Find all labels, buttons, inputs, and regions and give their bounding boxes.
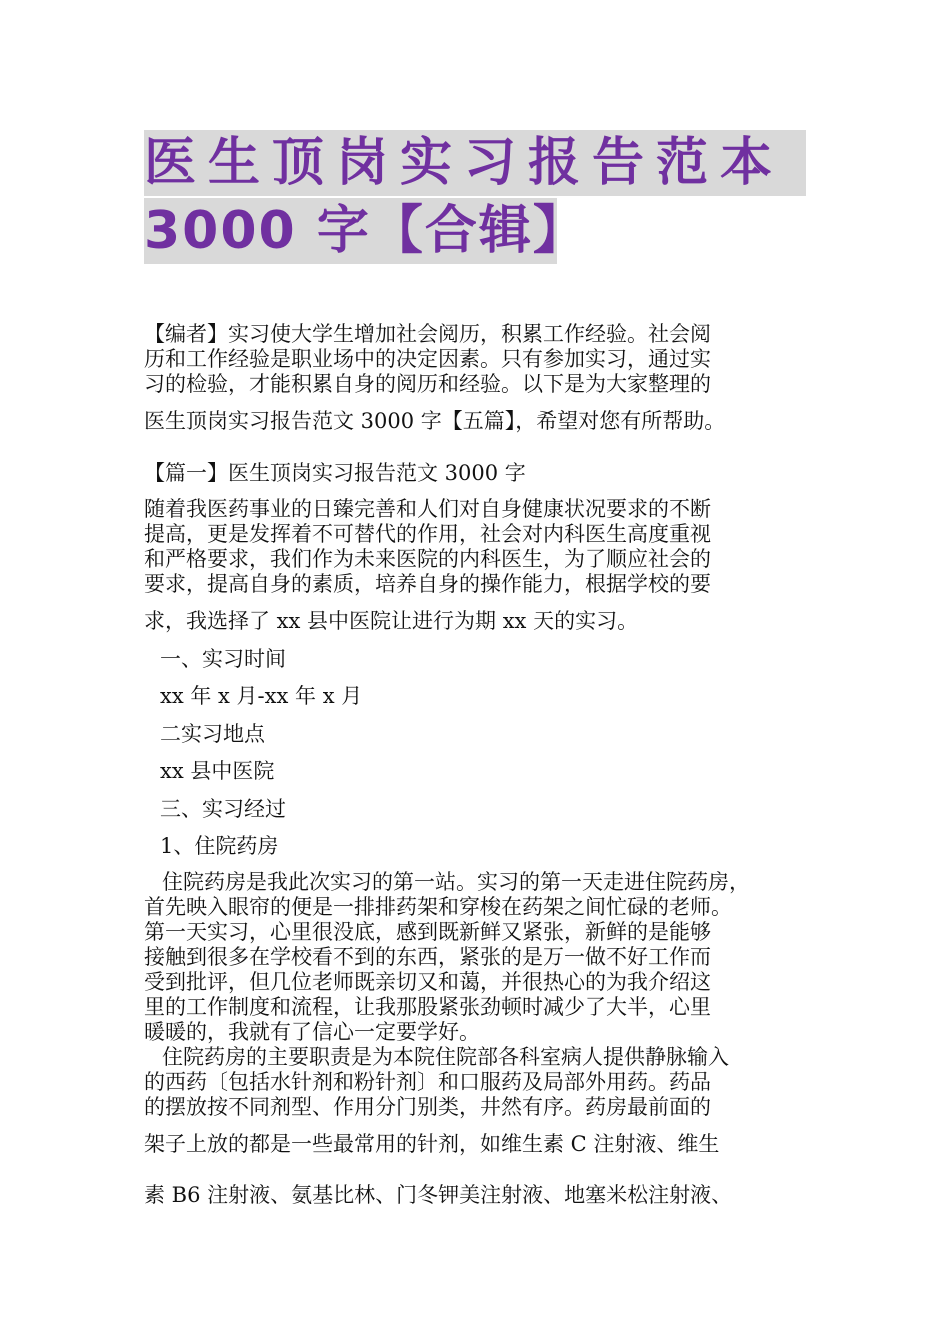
subheading-inpatient-pharmacy: 1、住院药房	[160, 834, 279, 858]
paragraph-line: 里的工作制度和流程，让我那股紧张劲顿时减少了大半，心里	[144, 995, 711, 1019]
heading-internship-time: 一、实习时间	[160, 647, 286, 671]
section-heading: 【篇一】医生顶岗实习报告范文 3000 字	[144, 461, 526, 485]
intro-line: 医生顶岗实习报告范文 3000 字【五篇】，希望对您有所帮助。	[144, 409, 726, 433]
intro-line: 【编者】实习使大学生增加社会阅历，积累工作经验。社会阅	[144, 322, 711, 346]
paragraph-line: 的西药〔包括水针剂和粉针剂〕和口服药及局部外用药。药品	[144, 1070, 711, 1094]
paragraph-line: 第一天实习，心里很没底，感到既新鲜又紧张，新鲜的是能够	[144, 920, 711, 944]
paragraph-line: 住院药房是我此次实习的第一站。实习的第一天走进住院药房，	[162, 870, 750, 894]
paragraph-2	[144, 870, 806, 1045]
paragraph-1	[144, 497, 806, 597]
paragraph-line: 的摆放按不同剂型、作用分门别类，井然有序。药房最前面的	[144, 1095, 711, 1119]
paragraph-line: 住院药房的主要职责是为本院住院部各科室病人提供静脉输入	[162, 1045, 729, 1069]
paragraph-3	[144, 1045, 806, 1120]
document-title-line-1: 医生顶岗实习报告范本	[144, 130, 806, 196]
paragraph-line: 求，我选择了 xx 县中医院让进行为期 xx 天的实习。	[144, 609, 639, 633]
internship-location-value: xx 县中医院	[160, 759, 275, 783]
paragraph-line: 架子上放的都是一些最常用的针剂，如维生素 C 注射液、维生	[144, 1132, 720, 1156]
paragraph-line: 受到批评，但几位老师既亲切又和蔼，并很热心的为我介绍这	[144, 970, 711, 994]
paragraph-line: 素 B6 注射液、氨基比林、门冬钾美注射液、地塞米松注射液、	[144, 1183, 733, 1207]
paragraph-line: 提高，更是发挥着不可替代的作用，社会对内科医生高度重视	[144, 522, 711, 546]
paragraph-line: 随着我医药事业的日臻完善和人们对自身健康状况要求的不断	[144, 497, 711, 521]
paragraph-line: 暖暖的，我就有了信心一定要学好。	[144, 1020, 480, 1044]
internship-time-value: xx 年 x 月-xx 年 x 月	[160, 684, 363, 708]
heading-internship-location: 二实习地点	[160, 722, 265, 746]
paragraph-line: 要求，提高自身的素质，培养自身的操作能力，根据学校的要	[144, 572, 711, 596]
intro-paragraph	[144, 322, 806, 397]
paragraph-line: 接触到很多在学校看不到的东西，紧张的是万一做不好工作而	[144, 945, 711, 969]
intro-line: 习的检验，才能积累自身的阅历和经验。以下是为大家整理的	[144, 372, 711, 396]
paragraph-line: 首先映入眼帘的便是一排排药架和穿梭在药架之间忙碌的老师。	[144, 895, 732, 919]
paragraph-line: 和严格要求，我们作为未来医院的内科医生，为了顺应社会的	[144, 547, 711, 571]
intro-line: 历和工作经验是职业场中的决定因素。只有参加实习，通过实	[144, 347, 711, 371]
heading-internship-process: 三、实习经过	[160, 797, 286, 821]
document-title-line-2: 3000 字【合辑】	[144, 198, 557, 264]
